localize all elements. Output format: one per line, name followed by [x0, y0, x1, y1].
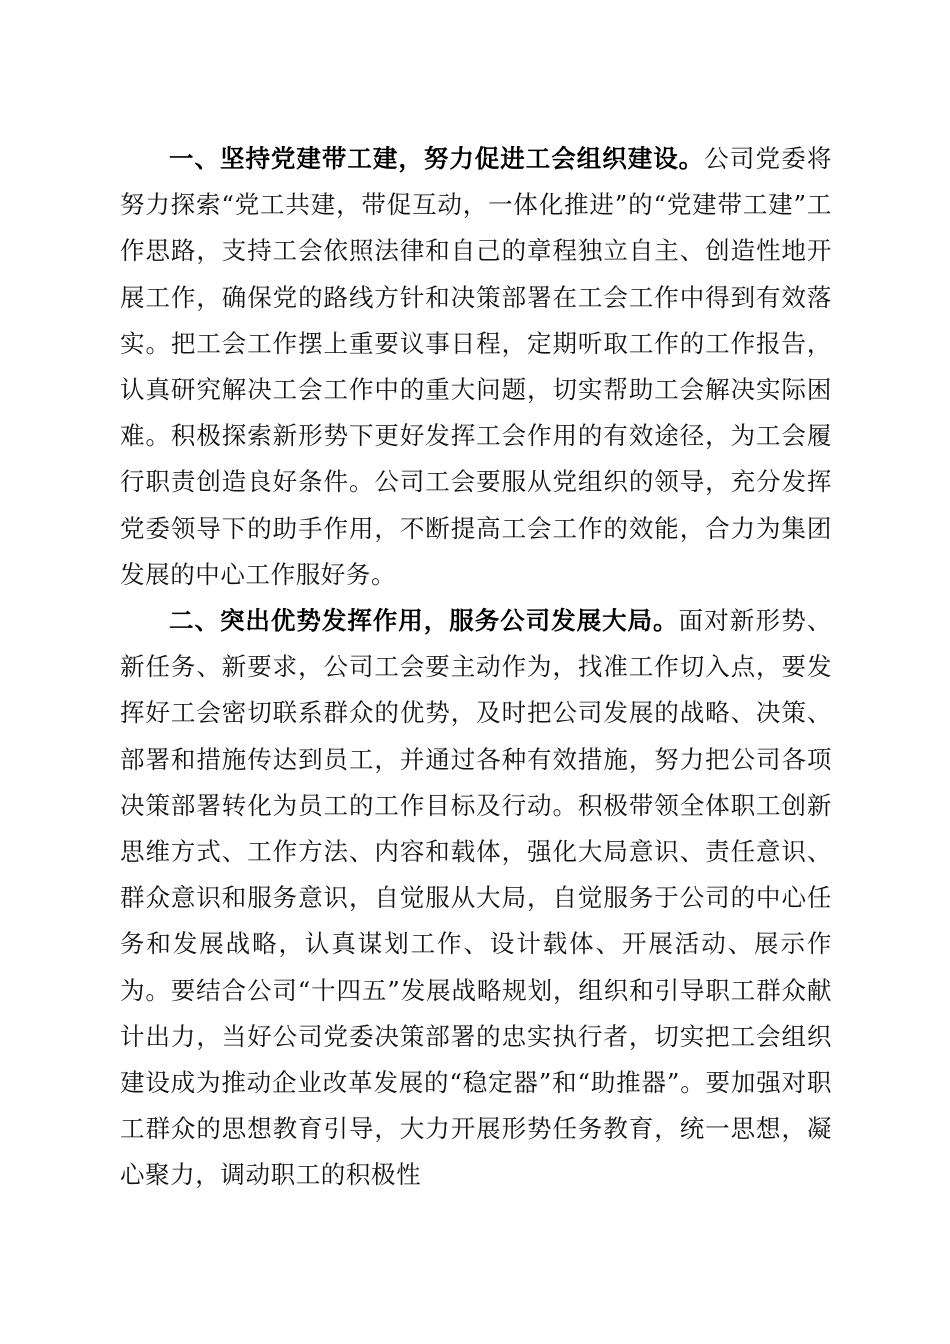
- paragraph-1-body: 公司党委将努力探索“党工共建，带促互动，一体化推进”的“党建带工建”工作思路，支持工会依照法律和自己的章程独立自主、创造性地开展工作，确保党的路线方针和决策部署在工会工作中得到有效落实。把工会工作摆上重要议事日程，定期听取工作的工作报告，认真研究解决工会工作中的重大问题，切实帮助工会解决实际困难。积极探索新形势下更好发挥工会作用的有效途径，为工会履行职责创造良好条件。公司工会要服从党组织的领导，充分发挥党委领导下的助手作用，不断提高工会工作的效能，合力为集团发展的中心工作服好务。: [120, 144, 832, 589]
- paragraph-1: [120, 136, 832, 598]
- paragraph-2: [120, 598, 832, 1199]
- paragraph-1-heading: 一、坚持党建带工建，努力促进工会组织建设。: [169, 144, 705, 173]
- paragraph-2-body: 面对新形势、新任务、新要求，公司工会要主动作为，找准工作切入点，要发挥好工会密切联系群众的优势，及时把公司发展的战略、决策、部署和措施传达到员工，并通过各种有效措施，努力把公司各项决策部署转化为员工的工作目标及行动。积极带领全体职工创新思维方式、工作方法、内容和载体，强化大局意识、责任意识、群众意识和服务意识，自觉服从大局，自觉服务于公司的中心任务和发展战略，认真谋划工作、设计载体、开展活动、展示作为。要结合公司“十四五”发展战略规划，组织和引导职工群众献计出力，当好公司党委决策部署的忠实执行者，切实把工会组织建设成为推动企业改革发展的“稳定器”和“助推器”。要加强对职工群众的思想教育引导，大力开展形势任务教育，统一思想，凝心聚力，调动职工的积极性: [120, 606, 832, 1190]
- paragraph-2-heading: 二、突出优势发挥作用，服务公司发展大局。: [169, 606, 679, 636]
- document-body: [120, 136, 832, 1199]
